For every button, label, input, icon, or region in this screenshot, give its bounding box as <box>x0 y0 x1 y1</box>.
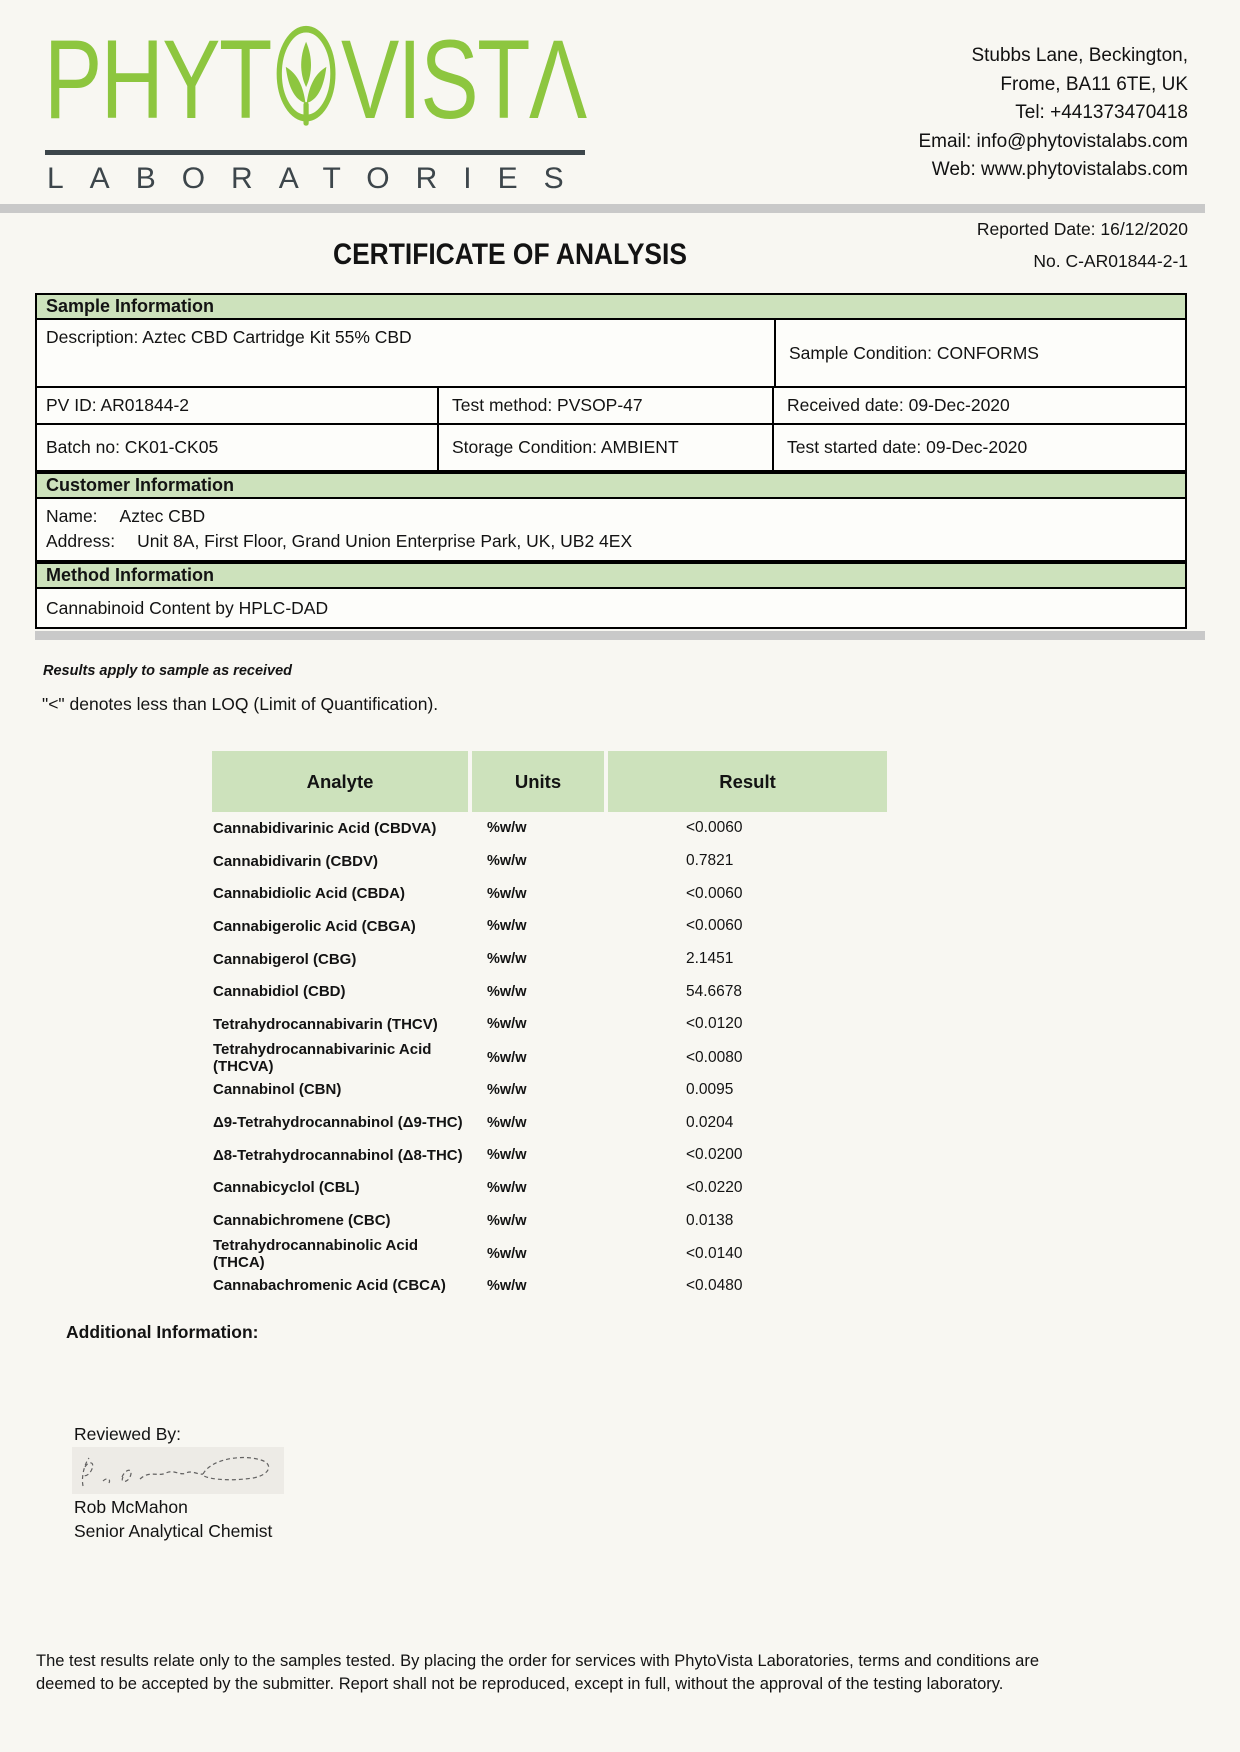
footer-line1: The test results relate only to the samples tested. By placing the order for services with PhytoVista Laboratories, terms and conditions are <box>36 1652 1040 1670</box>
analyte-cell: Δ9-Tetrahydrocannabinol (Δ9-THC) <box>213 1114 463 1132</box>
reviewed-by-label: Reviewed By: <box>74 1424 181 1444</box>
analyte-cell: Tetrahydrocannabivarin (THCV) <box>213 1015 438 1033</box>
results-row <box>212 975 887 1008</box>
signature-scribble <box>72 1447 284 1494</box>
result-cell: <0.0060 <box>686 884 743 902</box>
analyte-cell: Cannabinol (CBN) <box>213 1081 342 1099</box>
results-note: Results apply to sample as received <box>43 663 293 679</box>
results-row <box>212 1172 887 1205</box>
contact-email: Email: info@phytovistalabs.com <box>918 130 1188 152</box>
results-table <box>212 751 887 1302</box>
result-cell: <0.0060 <box>686 819 743 837</box>
test-started-date: Test started date: 09-Dec-2020 <box>787 437 1028 457</box>
header-divider-bar <box>0 204 1205 213</box>
logo-underline <box>45 150 585 155</box>
method-information-header: Method Information <box>37 564 1185 589</box>
page-title: CERTIFICATE OF ANALYSIS <box>333 238 687 271</box>
table-row <box>37 425 1185 470</box>
footer-text <box>36 1650 1176 1696</box>
batch-number: Batch no: CK01-CK05 <box>37 425 439 470</box>
units-cell: %w/w <box>487 1147 527 1164</box>
analyte-cell: Cannabicyclol (CBL) <box>213 1179 360 1197</box>
column-header-units: Units <box>472 751 604 812</box>
customer-information-section <box>35 472 1187 562</box>
results-row <box>212 1237 887 1270</box>
analyte-cell: Δ8-Tetrahydrocannabinol (Δ8-THC) <box>213 1146 463 1164</box>
units-cell: %w/w <box>487 951 527 968</box>
units-cell: %w/w <box>487 1212 527 1229</box>
sample-description: Description: Aztec CBD Cartridge Kit 55% CBD <box>37 320 776 386</box>
logo-phytovista <box>44 17 586 142</box>
customer-information-header: Customer Information <box>37 474 1185 499</box>
reviewer-name: Rob McMahon <box>74 1497 188 1517</box>
contact-block <box>918 42 1188 185</box>
column-header-result: Result <box>608 751 887 812</box>
customer-address-row <box>46 531 1176 552</box>
units-cell: %w/w <box>487 885 527 902</box>
analyte-cell: Cannabigerolic Acid (CBGA) <box>213 917 416 935</box>
result-cell: 0.0204 <box>686 1113 734 1131</box>
result-cell: 2.1451 <box>686 950 734 968</box>
logo-text-right: VISTΛ <box>340 17 586 142</box>
analyte-cell: Tetrahydrocannabinolic Acid (THCA) <box>213 1236 419 1271</box>
contact-web: Web: www.phytovistalabs.com <box>931 159 1188 180</box>
result-cell: <0.0200 <box>686 1146 743 1164</box>
units-cell: %w/w <box>487 983 527 1000</box>
units-cell: %w/w <box>487 1016 527 1033</box>
section-divider-bar <box>35 631 1205 640</box>
customer-name-value: Aztec CBD <box>119 506 206 526</box>
analyte-cell: Cannabidiol (CBD) <box>213 983 346 1001</box>
analyte-cell: Cannabidivarin (CBDV) <box>213 852 379 870</box>
info-tables <box>35 293 1187 629</box>
result-cell: 54.6678 <box>686 982 743 1000</box>
sample-information-header: Sample Information <box>37 295 1185 320</box>
column-header-analyte: Analyte <box>212 751 468 812</box>
customer-name-row <box>46 506 1176 527</box>
units-cell: %w/w <box>487 820 527 837</box>
reviewer-role: Senior Analytical Chemist <box>74 1521 273 1541</box>
customer-address-label: Address: <box>46 531 116 551</box>
method-information-section <box>35 562 1187 629</box>
results-row <box>212 845 887 878</box>
sample-information-section <box>35 293 1187 472</box>
received-date: Received date: 09-Dec-2020 <box>787 395 1010 415</box>
results-row <box>212 1139 887 1172</box>
customer-name-label: Name: <box>46 506 98 526</box>
contact-phone: Tel: +441373470418 <box>1015 102 1188 123</box>
analyte-cell: Cannabigerol (CBG) <box>213 950 357 968</box>
result-cell: 0.7821 <box>686 852 734 870</box>
result-cell: <0.0480 <box>686 1276 743 1294</box>
result-cell: 0.0138 <box>686 1211 734 1229</box>
storage-condition: Storage Condition: AMBIENT <box>439 425 774 470</box>
results-row <box>212 812 887 845</box>
units-cell: %w/w <box>487 1277 527 1294</box>
results-row <box>212 1204 887 1237</box>
table-row <box>37 320 1185 388</box>
result-cell: <0.0060 <box>686 917 743 935</box>
analyte-cell: Cannabachromenic Acid (CBCA) <box>213 1277 446 1295</box>
units-cell: %w/w <box>487 1081 527 1098</box>
analyte-cell: Tetrahydrocannabivarinic Acid (THCVA) <box>213 1040 432 1075</box>
units-cell: %w/w <box>487 1179 527 1196</box>
results-row <box>212 1041 887 1074</box>
analyte-cell: Cannabidivarinic Acid (CBDVA) <box>213 819 437 837</box>
signature-image <box>72 1447 284 1494</box>
results-row <box>212 1074 887 1107</box>
result-cell: <0.0120 <box>686 1015 743 1033</box>
table-row <box>37 388 1185 425</box>
leaf-logo-icon <box>272 25 339 129</box>
customer-details-cell <box>37 499 1185 560</box>
sample-condition: Sample Condition: CONFORMS <box>789 342 1039 363</box>
result-cell: <0.0220 <box>686 1178 743 1196</box>
results-rows <box>212 812 887 1302</box>
contact-address-line1: Stubbs Lane, Beckington, <box>971 45 1188 66</box>
result-cell: <0.0080 <box>686 1048 743 1066</box>
pv-id: PV ID: AR01844-2 <box>37 388 439 423</box>
results-row <box>212 1270 887 1303</box>
units-cell: %w/w <box>487 853 527 870</box>
results-row <box>212 877 887 910</box>
results-row <box>212 1008 887 1041</box>
result-cell: 0.0095 <box>686 1080 734 1098</box>
method-description: Cannabinoid Content by HPLC-DAD <box>46 597 329 618</box>
results-row <box>212 1106 887 1139</box>
units-cell: %w/w <box>487 1245 527 1262</box>
results-row <box>212 910 887 943</box>
test-method: Test method: PVSOP-47 <box>439 388 774 423</box>
certificate-number: No. C-AR01844-2-1 <box>1033 251 1188 271</box>
units-cell: %w/w <box>487 1049 527 1066</box>
logo-text-left: PHYT <box>44 17 271 142</box>
results-table-header <box>212 751 887 812</box>
contact-address-line2: Frome, BA11 6TE, UK <box>1000 73 1188 95</box>
customer-address-value: Unit 8A, First Floor, Grand Union Enterprise Park, UK, UB2 4EX <box>137 531 633 551</box>
footer-line2: deemed to be accepted by the submitter. Report shall not be reproduced, except in full, without the approval of the testing laboratory. <box>36 1675 1004 1693</box>
analyte-cell: Cannabidiolic Acid (CBDA) <box>213 885 405 903</box>
reported-date: Reported Date: 16/12/2020 <box>976 219 1188 239</box>
analyte-cell: Cannabichromene (CBC) <box>213 1212 391 1230</box>
units-cell: %w/w <box>487 918 527 935</box>
additional-information-label: Additional Information: <box>66 1322 259 1342</box>
result-cell: <0.0140 <box>686 1244 743 1262</box>
units-cell: %w/w <box>487 1114 527 1131</box>
results-row <box>212 943 887 976</box>
logo-subtitle: LABORATORIES <box>47 162 590 195</box>
loq-note: "<" denotes less than LOQ (Limit of Quantification). <box>42 694 439 714</box>
